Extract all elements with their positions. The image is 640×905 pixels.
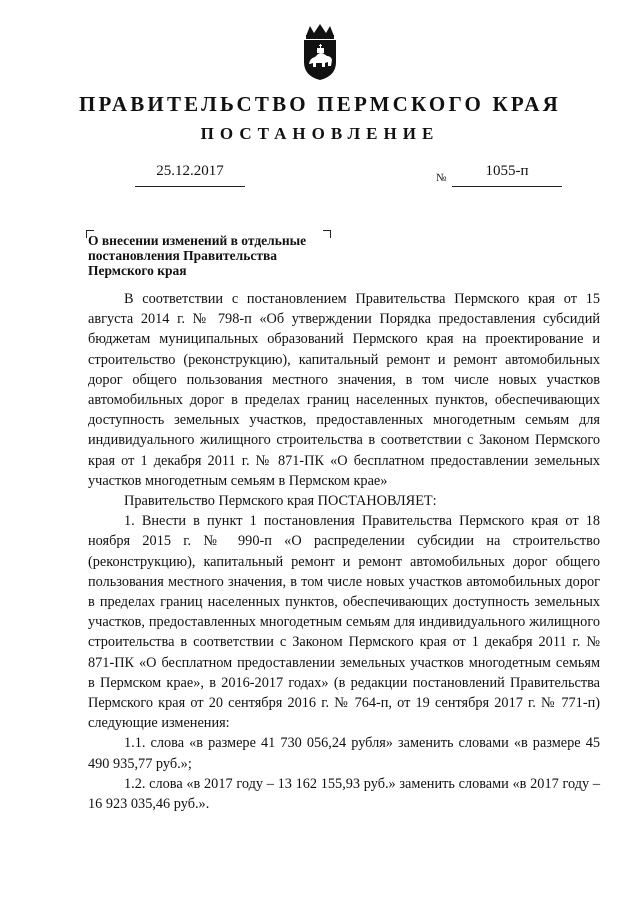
document-type: ПОСТАНОВЛЕНИЕ xyxy=(200,124,440,143)
document-number: 1055-п xyxy=(485,163,529,179)
document-date: 25.12.2017 xyxy=(156,163,224,179)
document-subject xyxy=(88,233,348,278)
resolution-paragraph: Правительство Пермского края ПОСТАНОВЛЯЕТ: xyxy=(124,493,437,510)
item-1-2-paragraph: 1.2. слова «в 2017 году – 13 162 155,93 руб.» заменить словами «в 2017 году – 16 923 035,46 руб.». xyxy=(88,775,600,813)
subject-line: О внесении изменений в отдельные xyxy=(88,233,307,248)
number-underline xyxy=(452,186,562,187)
perm-krai-coat-of-arms-icon xyxy=(296,22,344,82)
number-sign: № xyxy=(436,172,447,184)
subject-line: Пермского края xyxy=(88,263,187,278)
preamble-paragraph: В соответствии с постановлением Правительства Пермского края от 15 августа 2014 г. № 798-п «Об утверждении Порядка предоставления субсидий бюджетам муниципальных образований Пермского края на проектирование и строительство (реконструкцию), капитальный ремонт и ремонт автомобильных дорог общего пользования местного значения, в том числе новых участков автомобильных дорог в пределах границ населенных пунктов, обеспечивающих доступность земельных участков, предоставленных многодетным семьям для индивидуального жилищного строительства в соответствии с Законом Пермского края от 1 декабря 2011 г. № 871-ПК «О бесплатном предоставлении земельных участков многодетным семьям в Пермском крае» xyxy=(88,291,600,489)
date-underline xyxy=(135,186,245,187)
item-1-1-paragraph: 1.1. слова «в размере 41 730 056,24 рубля» заменить словами «в размере 45 490 935,77 руб.»; xyxy=(88,735,600,772)
government-title: ПРАВИТЕЛЬСТВО ПЕРМСКОГО КРАЯ xyxy=(78,92,561,116)
subject-line: постановления Правительства xyxy=(88,248,277,263)
item-1-paragraph: 1. Внести в пункт 1 постановления Правительства Пермского края от 18 ноября 2015 г. № 990-п «О распределении субсидии на строительство (реконструкцию), капитальный ремонт и ремонт автомобильных дорог общего пользования местного значения, в том числе новых участков автомобильных дорог в пределах границ населенных пунктов, обеспечивающих доступность земельных участков, предоставленных многодетным семьям для индивидуального жилищного строительства в соответствии с Законом Пермского края от 1 декабря 2011 г. № 871-ПК «О бесплатном предоставлении земельных участков многодетным семьям в Пермском крае», в 2016-2017 годах» (в редакции постановлений Правительства Пермского края от 20 сентября 2016 г. № 764-п, от 19 сентября 2017 г. № 771-п) следующие изменения: xyxy=(88,513,600,732)
document-body xyxy=(88,289,600,814)
